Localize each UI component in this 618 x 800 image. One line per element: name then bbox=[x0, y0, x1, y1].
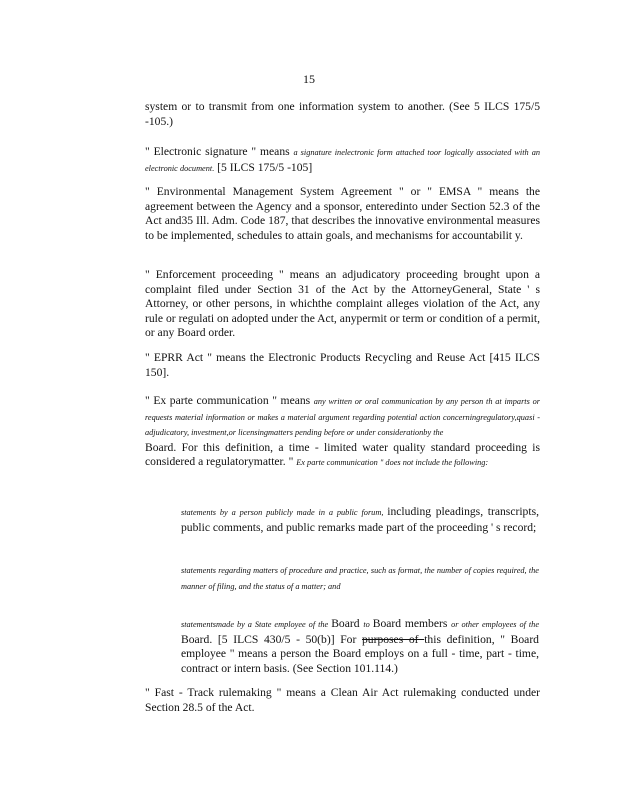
body-text: Board. For this definition, a time - limited water quality standard proceeding is considered a regulatorymatter. " bbox=[145, 440, 540, 469]
italic-text: statements by a person publicly made in a public forum, bbox=[181, 508, 388, 517]
page-number: 15 bbox=[303, 72, 315, 86]
definition-electronic-signature bbox=[145, 145, 540, 176]
citation-text: [5 ILCS 175/5 -105] bbox=[214, 160, 313, 174]
body-text: this definition, " Board employee " means a person the Board employs on a full - time, part - time, contract or intern basis. (See Section 101.114.) bbox=[181, 632, 539, 675]
italic-text: or other employees of the bbox=[451, 620, 539, 629]
definition-fast-track-rulemaking: " Fast - Track rulemaking " means a Clean Air Act rulemaking conducted under Section 28.5 of the Act. bbox=[145, 686, 540, 714]
italic-text: to bbox=[363, 620, 373, 629]
definition-enforcement-proceeding: " Enforcement proceeding " means an adjudicatory proceeding brought upon a complaint filed under Section 31 of the Act by the AttorneyGeneral, State ' s Attorney, or other persons, in whichthe complaint alleges violation of the Act, any rule or regulati on adopted under the Act, anypermit or term or condition of a permit, or any Board order. bbox=[145, 268, 540, 340]
italic-text: any written or oral communication by any person th at imparts or requests material information or makes a material argument regarding potential action concerningregulatory,quasi - adjudicatory, investment,or licensingmatters pending before or under considerationby the bbox=[145, 397, 540, 438]
body-text: Board members bbox=[372, 617, 452, 630]
definition-emsa: " Environmental Management System Agreement " or " EMSA " means the agreement between the Agency and a sponsor, enteredinto under Section 52.3 of the Act and35 Ill. Adm. Code 187, that describes the innovative environmental measures to be implemented, schedules to attain goals, and mechanisms for accountabilit y. bbox=[145, 185, 540, 242]
body-text: Board bbox=[331, 617, 364, 630]
term-text: " Ex parte communication " means bbox=[145, 394, 314, 407]
exclusion-item-2 bbox=[181, 563, 539, 594]
definition-ex-parte bbox=[145, 394, 540, 471]
body-text: Board. [5 ILCS 430/5 - 50(b)] For bbox=[181, 632, 362, 646]
italic-text: statements regarding matters of procedure and practice, such as format, the number of copies required, the manner of filing, and the status of a matter; and bbox=[181, 566, 539, 591]
paragraph-continuation: system or to transmit from one information system to another. (See 5 ILCS 175/5 -105.) bbox=[145, 100, 540, 128]
italic-text: Ex parte communication " does not include the following: bbox=[296, 458, 489, 468]
struck-text: purposes of bbox=[362, 632, 425, 646]
italic-text: statementsmade by a State employee of the bbox=[181, 620, 332, 629]
body-text: including pleadings, transcripts, public comments, and public remarks made part of the proceeding ' s record; bbox=[181, 505, 539, 534]
definition-eprr-act: " EPRR Act " means the Electronic Products Recycling and Reuse Act [415 ILCS 150]. bbox=[145, 351, 540, 379]
exclusion-item-1 bbox=[181, 505, 539, 535]
term-text: " Electronic signature " means bbox=[145, 145, 294, 158]
italic-text: a signature inelectronic form attached toor logically associated with an electronic document. bbox=[145, 148, 540, 173]
exclusion-item-3 bbox=[181, 617, 539, 676]
